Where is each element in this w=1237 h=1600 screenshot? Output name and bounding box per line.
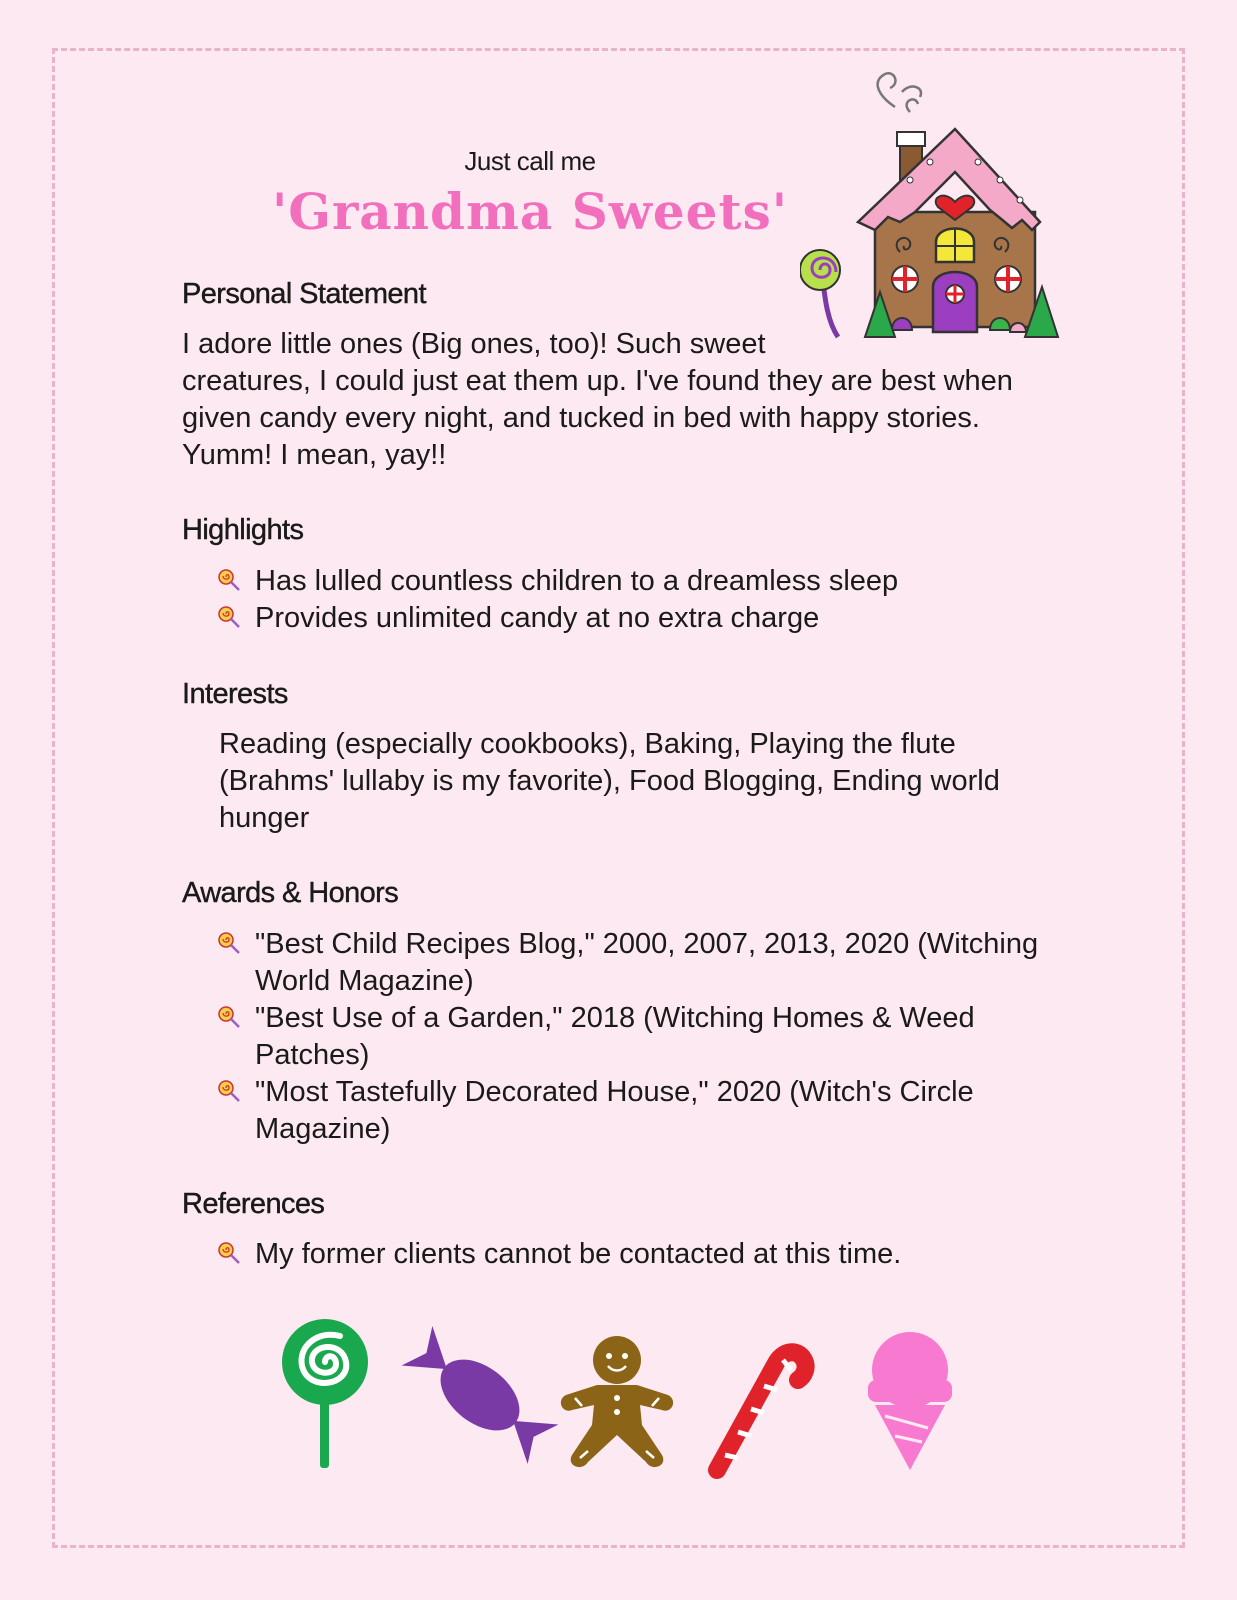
interests-section bbox=[182, 678, 1062, 711]
section-heading: Highlights bbox=[182, 514, 304, 546]
highlights-list-wrap bbox=[182, 563, 1062, 637]
tagline: Just call me bbox=[464, 146, 596, 176]
lollipop-bullet-icon bbox=[218, 1242, 240, 1264]
page-title: 'Grandma Sweets' bbox=[271, 182, 789, 241]
personal-statement-paragraph: creatures, I could just eat them up. I've found they are best when given candy every night, and tucked in bed with happy stories. Yumm! I mean, yay!! bbox=[182, 365, 1013, 471]
list-item bbox=[182, 1074, 1062, 1148]
reference-text: My former clients cannot be contacted at this time. bbox=[255, 1238, 902, 1270]
highlights-section bbox=[182, 514, 1062, 547]
award-text: "Most Tastefully Decorated House," 2020 (Witch's Circle Magazine) bbox=[255, 1076, 974, 1145]
personal-statement-text-2 bbox=[182, 363, 1042, 474]
section-heading: Awards & Honors bbox=[182, 877, 399, 909]
candy-cane-icon bbox=[717, 1352, 806, 1470]
references-list-wrap bbox=[182, 1236, 1062, 1273]
award-text: "Best Use of a Garden," 2018 (Witching Homes & Weed Patches) bbox=[255, 1002, 975, 1071]
list-item bbox=[182, 1000, 1062, 1074]
list-item bbox=[182, 600, 1062, 637]
lollipop-bullet-icon bbox=[218, 1006, 240, 1028]
awards-list bbox=[182, 926, 1062, 1148]
wrapped-candy-icon bbox=[400, 1324, 561, 1467]
personal-statement-line: I adore little ones (Big ones, too)! Such sweet bbox=[182, 328, 766, 360]
highlights-list bbox=[182, 563, 1062, 637]
section-heading: References bbox=[182, 1188, 325, 1220]
lollipop-bullet-icon bbox=[218, 932, 240, 954]
gingerbread-man-icon bbox=[561, 1336, 673, 1467]
ice-cream-cone-icon bbox=[868, 1332, 952, 1470]
personal-statement-section bbox=[182, 278, 1062, 311]
references-section bbox=[182, 1188, 1062, 1221]
award-text: "Best Child Recipes Blog," 2000, 2007, 2013, 2020 (Witching World Magazine) bbox=[255, 928, 1039, 997]
personal-statement-text-1 bbox=[182, 326, 782, 363]
section-heading: Interests bbox=[182, 678, 288, 710]
footer-sweets bbox=[0, 1310, 1237, 1480]
lollipop-icon bbox=[282, 1319, 368, 1468]
awards-section bbox=[182, 877, 1062, 910]
interests-text: Reading (especially cookbooks), Baking, Playing the flute (Brahms' lullaby is my favorite), Food Blogging, Ending world hunger bbox=[219, 728, 1000, 834]
highlight-text: Provides unlimited candy at no extra charge bbox=[255, 602, 820, 634]
list-item bbox=[182, 1236, 1062, 1273]
awards-list-wrap bbox=[182, 926, 1062, 1148]
highlight-text: Has lulled countless children to a dreamless sleep bbox=[255, 565, 899, 597]
lollipop-bullet-icon bbox=[218, 1080, 240, 1102]
section-heading: Personal Statement bbox=[182, 278, 426, 310]
list-item bbox=[182, 926, 1062, 1000]
lollipop-bullet-icon bbox=[218, 569, 240, 591]
lollipop-bullet-icon bbox=[218, 606, 240, 628]
list-item bbox=[182, 563, 1062, 600]
references-list bbox=[182, 1236, 1062, 1273]
interests-text-wrap bbox=[182, 726, 1012, 837]
